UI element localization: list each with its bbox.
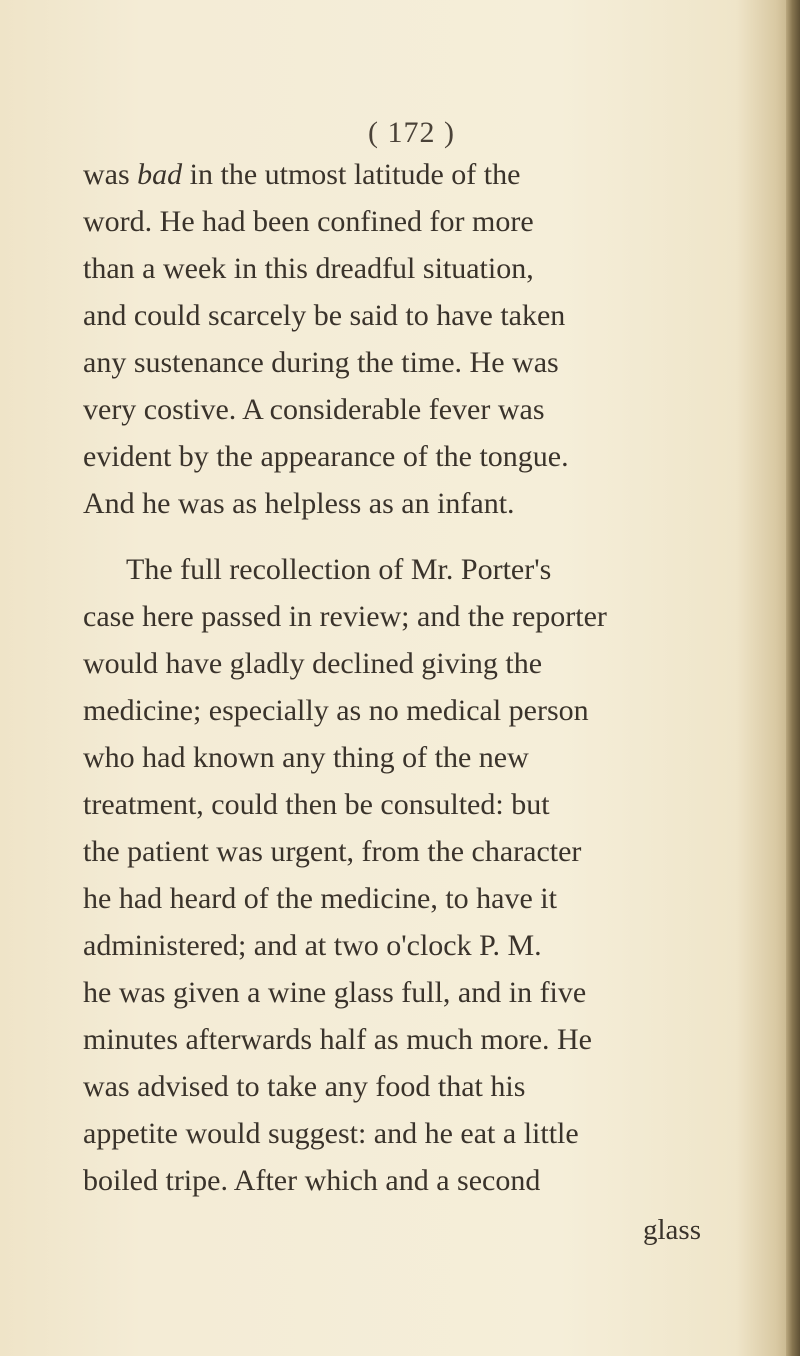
text-line: medicine; especially as no medical person [83, 694, 589, 727]
text-line: treatment, could then be consulted: but [83, 788, 550, 821]
text-line: he had heard of the medicine, to have it [83, 882, 557, 915]
text-line: word. He had been confined for more [83, 205, 534, 238]
text-line: case here passed in review; and the reporter [83, 600, 607, 633]
text-line: would have gladly declined giving the [83, 647, 543, 680]
text-line: appetite would suggest: and he eat a little [83, 1117, 579, 1150]
text-line: than a week in this dreadful situation, [83, 252, 534, 285]
text-line: administered; and at two o'clock P. M. [83, 929, 542, 962]
text-line: The full recollection of Mr. Porter's [126, 553, 552, 586]
text-line: minutes afterwards half as much more. He [83, 1023, 592, 1056]
text-line: and could scarcely be said to have taken [83, 299, 566, 332]
text-line: any sustenance during the time. He was [83, 346, 559, 379]
page-number: ( 172 ) [368, 116, 455, 149]
text-line: he was given a wine glass full, and in five [83, 976, 587, 1009]
catchword: glass [643, 1214, 701, 1246]
text-line: was advised to take any food that his [83, 1070, 526, 1103]
text-line: And he was as helpless as an infant. [83, 487, 515, 520]
text-line: evident by the appearance of the tongue. [83, 440, 569, 473]
text-line: who had known any thing of the new [83, 741, 529, 774]
text-line: was bad in the utmost latitude of the [83, 158, 521, 191]
text-line: the patient was urgent, from the character [83, 835, 582, 868]
text-line: very costive. A considerable fever was [83, 393, 545, 426]
text-line: boiled tripe. After which and a second [83, 1164, 541, 1197]
italic-word: bad [137, 158, 183, 191]
